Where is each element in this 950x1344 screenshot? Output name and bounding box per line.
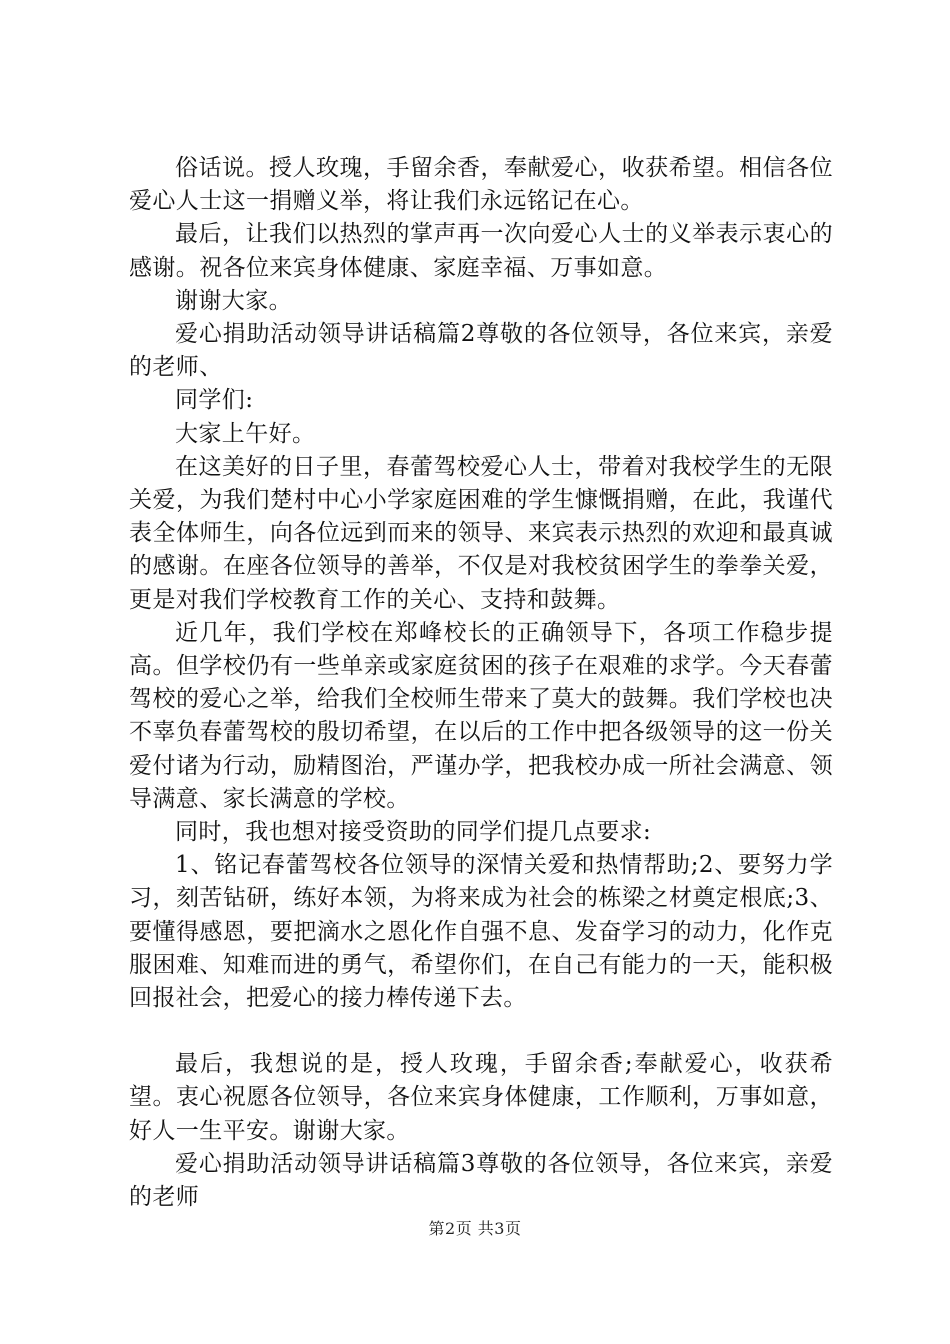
document-body bbox=[129, 152, 833, 1214]
paragraph-proverb: 俗话说。授人玫瑰，手留余香，奉献爱心，收获希望。相信各位爱心人士这一捐赠义举，将让我们永远铭记在心。 bbox=[129, 155, 833, 215]
paragraph-greeting: 大家上午好。 bbox=[175, 420, 316, 447]
page-number-footer: 第2页 共3页 bbox=[428, 1219, 522, 1238]
paragraph-final-wishes: 最后，我想说的是，授人玫瑰，手留余香;奉献爱心，收获希望。衷心祝愿各位领导，各位来宾身体健康，工作顺利，万事如意，好人一生平安。谢谢大家。 bbox=[129, 1051, 833, 1144]
paragraph-thank-you: 谢谢大家。 bbox=[175, 287, 292, 314]
paragraph-welcome: 在这美好的日子里，春蕾驾校爱心人士，带着对我校学生的无限关爱，为我们楚村中心小学家庭困难的学生慷慨捐赠，在此，我谨代表全体师生，向各位远到而来的领导、来宾表示热烈的欢迎和最真诚的感谢。在座各位领导的善举，不仅是对我校贫困学生的拳拳关爱，更是对我们学校教育工作的关心、支持和鼓舞。 bbox=[129, 453, 833, 613]
paragraph-school-progress: 近几年，我们学校在郑峰校长的正确领导下，各项工作稳步提高。但学校仍有一些单亲或家庭贫困的孩子在艰难的求学。今天春蕾驾校的爱心之举，给我们全校师生带来了莫大的鼓舞。我们学校也决不辜负春蕾驾校的殷切希望，在以后的工作中把各级领导的这一份关爱付诸为行动，励精图治，严谨办学，把我校办成一所社会满意、领导满意、家长满意的学校。 bbox=[129, 619, 833, 812]
paragraph-speech-2-title: 爱心捐助活动领导讲话稿篇2尊敬的各位领导，各位来宾，亲爱的老师、 bbox=[129, 321, 833, 381]
paragraph-speech-3-title: 爱心捐助活动领导讲话稿篇3尊敬的各位领导，各位来宾，亲爱的老师 bbox=[129, 1150, 833, 1211]
paragraph-salutation: 同学们: bbox=[175, 387, 254, 414]
paragraph-closing-thanks: 最后，让我们以热烈的掌声再一次向爱心人士的义举表示衷心的感谢。祝各位来宾身体健康、家庭幸福、万事如意。 bbox=[129, 221, 833, 281]
paragraph-requirements-intro: 同时，我也想对接受资助的同学们提几点要求: bbox=[175, 819, 652, 846]
paragraph-requirements-list: 1、铭记春蕾驾校各位领导的深情关爱和热情帮助;2、要努力学习，刻苦钻研，练好本领，为将来成为社会的栋梁之材奠定根底;3、要懂得感恩，要把滴水之恩化作自强不息、发奋学习的动力，化作克服困难、知难而进的勇气，希望你们，在自己有能力的一天，能积极回报社会，把爱心的接力棒传递下去。 bbox=[129, 852, 833, 1012]
paragraph-gap bbox=[129, 1015, 833, 1048]
